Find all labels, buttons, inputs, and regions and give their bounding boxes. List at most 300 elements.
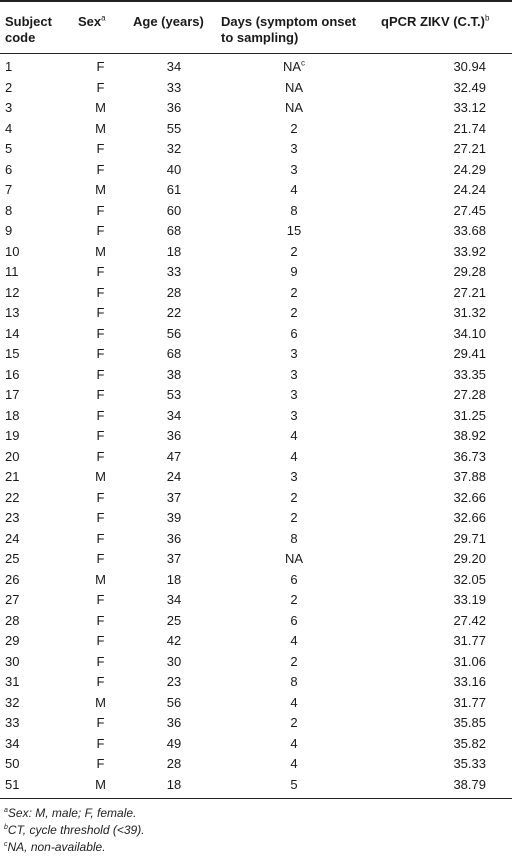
cell-subject-code-text: 19 [5, 428, 20, 443]
cell-sex [78, 119, 133, 140]
cell-subject-code-text: 25 [5, 551, 20, 566]
cell-age [133, 590, 221, 611]
header-qpcr [361, 1, 512, 54]
cell-sex-text: F [96, 202, 105, 218]
cell-qpcr-text: 27.21 [453, 141, 486, 156]
cell-qpcr-text: 35.82 [453, 735, 486, 751]
footnote-text: Sex: M, male; F, female. [7, 806, 137, 820]
cell-qpcr-text: 32.66 [453, 510, 486, 525]
cell-sex [78, 160, 133, 181]
cell-qpcr [361, 406, 512, 427]
header-sex [78, 1, 133, 54]
table-row [0, 631, 512, 652]
table-row [0, 713, 512, 734]
cell-qpcr-text: 33.16 [453, 674, 486, 689]
header-age [133, 1, 221, 54]
cell-subject-code [0, 283, 78, 304]
table-row [0, 508, 512, 529]
cell-days-text: NA [284, 551, 304, 566]
table-row [0, 139, 512, 160]
cell-days-text: 8 [290, 674, 298, 689]
cell-days [221, 78, 361, 99]
cell-days [221, 693, 361, 714]
cell-days-text: 3 [290, 346, 298, 361]
cell-days-text: 2 [290, 284, 298, 300]
cell-sex-text: M [95, 571, 106, 587]
cell-sex [78, 324, 133, 345]
cell-subject-code-text: 4 [5, 120, 13, 136]
cell-qpcr [361, 201, 512, 222]
cell-days [221, 54, 361, 78]
cell-sex [78, 488, 133, 509]
cell-age-text: 34 [166, 592, 182, 607]
cell-days-text: 2 [290, 592, 298, 607]
cell-age [133, 201, 221, 222]
cell-sex [78, 201, 133, 222]
cell-sex [78, 54, 133, 78]
cell-age [133, 754, 221, 775]
cell-sex [78, 78, 133, 99]
cell-days [221, 508, 361, 529]
cell-qpcr-text: 21.74 [453, 120, 486, 136]
cell-sex [78, 672, 133, 693]
table-row [0, 611, 512, 632]
cell-qpcr-text: 38.92 [453, 428, 486, 443]
cell-age-text: 36 [166, 428, 182, 443]
cell-qpcr [361, 344, 512, 365]
cell-age-text: 28 [166, 756, 182, 771]
cell-age [133, 447, 221, 468]
cell-age-text: 36 [166, 100, 182, 115]
cell-qpcr-text: 27.21 [453, 284, 486, 300]
cell-days [221, 734, 361, 755]
cell-qpcr [361, 119, 512, 140]
cell-subject-code-text: 5 [5, 141, 13, 156]
cell-sex-text: F [96, 674, 105, 689]
cell-subject-code [0, 139, 78, 160]
cell-qpcr-text: 31.25 [453, 407, 486, 423]
cell-qpcr-text: 35.85 [453, 715, 486, 730]
cell-qpcr-text: 33.92 [453, 243, 486, 259]
cell-days-text: 2 [290, 510, 298, 525]
table-row [0, 201, 512, 222]
cell-subject-code-text: 12 [5, 284, 20, 300]
table-row [0, 590, 512, 611]
cell-sex-text: F [96, 325, 105, 341]
cell-qpcr [361, 652, 512, 673]
cell-days [221, 221, 361, 242]
cell-qpcr [361, 385, 512, 406]
cell-days-text: 3 [290, 407, 298, 423]
cell-subject-code [0, 590, 78, 611]
cell-sex [78, 303, 133, 324]
cell-subject-code-text: 2 [5, 79, 13, 95]
cell-days-text: 2 [290, 653, 298, 669]
cell-days [221, 426, 361, 447]
cell-sex-text: F [96, 284, 105, 300]
cell-age-text: 68 [166, 346, 182, 361]
cell-days-text: 9 [290, 264, 298, 279]
cell-sex-text: F [96, 612, 105, 628]
cell-days-text: 2 [290, 715, 298, 730]
footnote [4, 822, 512, 839]
cell-sex [78, 344, 133, 365]
cell-age [133, 611, 221, 632]
cell-sex [78, 139, 133, 160]
cell-subject-code [0, 693, 78, 714]
cell-qpcr-text: 29.20 [453, 551, 486, 566]
cell-sex [78, 713, 133, 734]
cell-qpcr [361, 631, 512, 652]
cell-days-text: 6 [290, 325, 298, 341]
cell-sex-text: F [96, 428, 105, 443]
table-row [0, 549, 512, 570]
cell-qpcr-text: 29.28 [453, 264, 486, 279]
table-row [0, 365, 512, 386]
cell-qpcr [361, 590, 512, 611]
cell-age-text: 30 [166, 653, 182, 669]
cell-age [133, 467, 221, 488]
cell-qpcr-text: 24.24 [453, 182, 486, 197]
cell-qpcr [361, 365, 512, 386]
cell-sex [78, 652, 133, 673]
cell-subject-code-text: 24 [5, 530, 20, 546]
cell-subject-code [0, 180, 78, 201]
table-header [0, 1, 512, 54]
cell-days-text: NA [282, 59, 302, 74]
cell-age-text: 37 [166, 489, 182, 505]
cell-age [133, 508, 221, 529]
cell-subject-code-text: 1 [5, 59, 13, 74]
cell-qpcr-text: 24.29 [453, 161, 486, 177]
cell-qpcr [361, 672, 512, 693]
cell-subject-code-text: 51 [5, 776, 20, 792]
cell-qpcr [361, 775, 512, 799]
cell-qpcr [361, 693, 512, 714]
cell-age-text: 28 [166, 284, 182, 300]
cell-days-text: 2 [290, 489, 298, 505]
cell-age-text: 49 [166, 735, 182, 751]
cell-days-text: 15 [286, 223, 302, 238]
cell-days [221, 344, 361, 365]
cell-sex-text: F [96, 735, 105, 751]
cell-sex [78, 262, 133, 283]
cell-sex-text: F [96, 448, 105, 464]
cell-subject-code-text: 50 [5, 756, 20, 771]
cell-sex [78, 611, 133, 632]
cell-age [133, 488, 221, 509]
cell-days [221, 262, 361, 283]
cell-qpcr [361, 754, 512, 775]
cell-sex-text: F [96, 305, 105, 320]
cell-qpcr-text: 31.32 [453, 305, 486, 320]
cell-qpcr-text: 31.06 [453, 653, 486, 669]
cell-days [221, 570, 361, 591]
table-row [0, 303, 512, 324]
cell-sex-text: F [96, 387, 105, 402]
table-row [0, 385, 512, 406]
cell-qpcr [361, 78, 512, 99]
table-row [0, 570, 512, 591]
header-subject-code-text: Subject code [5, 14, 52, 45]
cell-age [133, 180, 221, 201]
cell-sex [78, 734, 133, 755]
cell-qpcr-text: 33.12 [453, 100, 486, 115]
cell-qpcr [361, 467, 512, 488]
cell-days-text: 3 [290, 469, 298, 484]
cell-sex-text: F [96, 653, 105, 669]
cell-days [221, 447, 361, 468]
cell-subject-code [0, 78, 78, 99]
cell-age-text: 40 [166, 161, 182, 177]
cell-subject-code [0, 242, 78, 263]
cell-age [133, 344, 221, 365]
cell-qpcr [361, 508, 512, 529]
cell-days [221, 385, 361, 406]
cell-subject-code-text: 17 [5, 387, 20, 402]
cell-subject-code-text: 13 [5, 305, 20, 320]
cell-qpcr [361, 488, 512, 509]
cell-qpcr [361, 426, 512, 447]
table-row [0, 160, 512, 181]
cell-days [221, 529, 361, 550]
cell-sex [78, 549, 133, 570]
cell-age [133, 119, 221, 140]
cell-subject-code-text: 22 [5, 489, 20, 505]
cell-sex-text: F [96, 346, 105, 361]
footnote-mark: a [4, 807, 8, 814]
cell-sex-text: F [96, 530, 105, 546]
cell-sex [78, 406, 133, 427]
cell-age-text: 36 [166, 715, 182, 730]
cell-subject-code-text: 16 [5, 366, 20, 382]
cell-qpcr-text: 35.33 [453, 756, 486, 771]
cell-age [133, 529, 221, 550]
cell-age-text: 25 [166, 612, 182, 628]
cell-sex [78, 467, 133, 488]
cell-age-text: 56 [166, 694, 182, 710]
cell-age-text: 68 [166, 223, 182, 238]
cell-days-text: 4 [290, 182, 298, 197]
cell-days [221, 201, 361, 222]
cell-age-text: 18 [166, 776, 182, 792]
cell-sex [78, 180, 133, 201]
cell-age-text: 39 [166, 510, 182, 525]
cell-subject-code-text: 27 [5, 592, 20, 607]
cell-subject-code [0, 221, 78, 242]
cell-age [133, 713, 221, 734]
table-row [0, 98, 512, 119]
cell-subject-code [0, 344, 78, 365]
cell-sex-text: M [95, 776, 106, 792]
cell-age [133, 242, 221, 263]
cell-qpcr-text: 34.10 [453, 325, 486, 341]
cell-subject-code [0, 54, 78, 78]
cell-days [221, 652, 361, 673]
cell-subject-code [0, 467, 78, 488]
cell-subject-code [0, 385, 78, 406]
cell-age [133, 652, 221, 673]
cell-age-text: 24 [166, 469, 182, 484]
table-row [0, 488, 512, 509]
cell-sex-text: F [96, 489, 105, 505]
cell-days-text: 5 [290, 776, 298, 792]
cell-days-text: 2 [290, 305, 298, 320]
cell-qpcr-text: 29.71 [453, 530, 486, 546]
cell-age-text: 47 [166, 448, 182, 464]
cell-sex [78, 775, 133, 799]
cell-age [133, 160, 221, 181]
cell-qpcr [361, 611, 512, 632]
cell-qpcr [361, 180, 512, 201]
cell-age-text: 34 [166, 59, 182, 74]
cell-age [133, 365, 221, 386]
cell-subject-code [0, 262, 78, 283]
cell-sex-text: M [95, 120, 106, 136]
cell-sex-text: M [95, 100, 106, 115]
cell-age [133, 303, 221, 324]
cell-subject-code-text: 23 [5, 510, 20, 525]
cell-age [133, 734, 221, 755]
cell-days-text: 8 [290, 530, 298, 546]
cell-days-text: 3 [290, 161, 298, 177]
cell-days [221, 631, 361, 652]
cell-age-text: 38 [166, 366, 182, 382]
cell-days-text: 3 [290, 366, 298, 382]
cell-age [133, 406, 221, 427]
cell-age-text: 60 [166, 202, 182, 218]
cell-age [133, 775, 221, 799]
cell-sex [78, 754, 133, 775]
cell-qpcr [361, 262, 512, 283]
cell-days [221, 488, 361, 509]
cell-sex-text: M [95, 243, 106, 259]
cell-subject-code [0, 631, 78, 652]
cell-subject-code-text: 31 [5, 674, 20, 689]
cell-age-text: 18 [166, 571, 182, 587]
cell-days [221, 365, 361, 386]
cell-sex [78, 590, 133, 611]
cell-subject-code-text: 9 [5, 223, 13, 238]
cell-qpcr [361, 447, 512, 468]
cell-qpcr-text: 33.68 [453, 223, 486, 238]
cell-days-text: 4 [290, 735, 298, 751]
cell-days-text: 2 [290, 243, 298, 259]
cell-sex-text: F [96, 79, 105, 95]
cell-sex [78, 365, 133, 386]
cell-sex-text: F [96, 223, 105, 238]
cell-age-text: 56 [166, 325, 182, 341]
cell-qpcr-text: 27.45 [453, 202, 486, 218]
cell-subject-code-text: 28 [5, 612, 20, 628]
footnote-text: NA, non-available. [7, 840, 106, 854]
cell-subject-code [0, 652, 78, 673]
table-row [0, 775, 512, 799]
cell-subject-code-text: 11 [5, 264, 19, 279]
cell-age-text: 55 [166, 120, 182, 136]
cell-age [133, 54, 221, 78]
cell-days-text: 8 [290, 202, 298, 218]
cell-sex-text: F [96, 141, 105, 156]
cell-days [221, 713, 361, 734]
cell-days [221, 611, 361, 632]
cell-age [133, 672, 221, 693]
cell-days [221, 303, 361, 324]
header-row [0, 1, 512, 54]
cell-qpcr-text: 37.88 [453, 469, 486, 484]
cell-sex-text: F [96, 510, 105, 525]
cell-days [221, 672, 361, 693]
cell-age [133, 693, 221, 714]
cell-age [133, 324, 221, 345]
table-row [0, 119, 512, 140]
cell-qpcr-text: 36.73 [453, 448, 486, 464]
cell-days [221, 139, 361, 160]
cell-age [133, 262, 221, 283]
cell-age-text: 32 [166, 141, 182, 156]
cell-age [133, 98, 221, 119]
header-subject-code [0, 1, 78, 54]
cell-days [221, 590, 361, 611]
cell-subject-code-text: 29 [5, 633, 20, 648]
cell-age-text: 33 [166, 79, 182, 95]
cell-qpcr [361, 549, 512, 570]
cell-subject-code [0, 570, 78, 591]
cell-age [133, 139, 221, 160]
table-row [0, 426, 512, 447]
cell-age-text: 42 [166, 633, 182, 648]
header-days-text: Days (symptom onset to sampling) [221, 14, 357, 45]
cell-days-text: 4 [290, 448, 298, 464]
table-row [0, 672, 512, 693]
cell-days-text: 6 [290, 571, 298, 587]
cell-sex [78, 631, 133, 652]
cell-qpcr [361, 283, 512, 304]
table-row [0, 283, 512, 304]
cell-qpcr [361, 221, 512, 242]
cell-age-text: 36 [166, 530, 182, 546]
cell-qpcr-text: 32.49 [453, 79, 486, 95]
cell-subject-code [0, 426, 78, 447]
cell-qpcr-text: 27.28 [453, 387, 486, 402]
cell-subject-code [0, 98, 78, 119]
cell-days [221, 180, 361, 201]
cell-subject-code-text: 34 [5, 735, 20, 751]
cell-subject-code [0, 406, 78, 427]
cell-age [133, 631, 221, 652]
cell-sex [78, 283, 133, 304]
cell-subject-code-text: 26 [5, 571, 20, 587]
cell-qpcr [361, 242, 512, 263]
cell-subject-code [0, 488, 78, 509]
cell-sex-text: F [96, 592, 105, 607]
cell-age [133, 283, 221, 304]
cell-subject-code-text: 3 [5, 100, 13, 115]
footnote-mark: c [4, 841, 8, 848]
cell-days [221, 119, 361, 140]
cell-subject-code-text: 15 [5, 346, 20, 361]
cell-subject-code-text: 14 [5, 325, 20, 341]
cell-age-text: 34 [166, 407, 182, 423]
cell-sex-text: M [95, 469, 106, 484]
table-row [0, 324, 512, 345]
cell-age-text: 53 [166, 387, 182, 402]
cell-subject-code [0, 775, 78, 799]
cell-sex [78, 242, 133, 263]
cell-qpcr-text: 27.42 [453, 612, 486, 628]
cell-subject-code [0, 447, 78, 468]
cell-subject-code-text: 7 [5, 182, 13, 197]
